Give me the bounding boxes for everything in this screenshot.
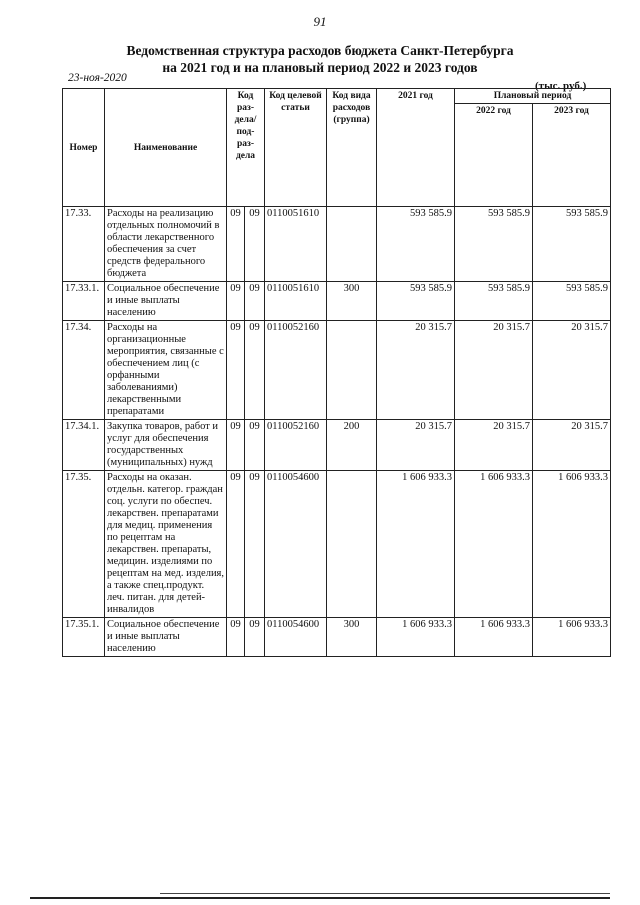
table-row (63, 420, 611, 471)
row-section: 09 (227, 420, 245, 471)
row-value-2022: 593 585.9 (455, 282, 533, 321)
document-date: 23-ноя-2020 (68, 72, 127, 84)
row-subsection: 09 (245, 420, 265, 471)
header-section: Код раз-дела/ под-раз-дела (227, 89, 265, 207)
row-target-code: 0110054600 (265, 471, 327, 618)
row-expense-type: 200 (327, 420, 377, 471)
table-row (63, 282, 611, 321)
scan-edge-line (30, 897, 610, 899)
row-value-2022: 20 315.7 (455, 420, 533, 471)
row-section: 09 (227, 618, 245, 657)
table-row (63, 471, 611, 618)
row-section: 09 (227, 321, 245, 420)
row-number: 17.33.1. (63, 282, 105, 321)
units-label: (тыс. руб.) (535, 80, 587, 92)
row-expense-type (327, 321, 377, 420)
row-number: 17.34.1. (63, 420, 105, 471)
table-row (63, 321, 611, 420)
header-name: Наименование (105, 89, 227, 207)
header-planned: Плановый период (455, 89, 611, 104)
row-target-code: 0110052160 (265, 420, 327, 471)
row-target-code: 0110051610 (265, 282, 327, 321)
row-expense-type (327, 471, 377, 618)
row-value-2022: 20 315.7 (455, 321, 533, 420)
row-value-2021: 1 606 933.3 (377, 618, 455, 657)
row-value-2023: 1 606 933.3 (533, 471, 611, 618)
header-number: Номер (63, 89, 105, 207)
document-title (0, 42, 640, 76)
row-number: 17.34. (63, 321, 105, 420)
row-expense-type (327, 207, 377, 282)
row-name: Расходы на оказан. отдельн. категор. граждан соц. услуги по обеспеч. лекарствен. препаратами для медиц. применения по рецептам на лекарствен. препараты, медицин. изделиями по рецептам на мед. изделия, а также спец.продукт. леч. питан. для детей-инвалидов (105, 471, 227, 618)
row-name: Закупка товаров, работ и услуг для обеспечения государственных (муниципальных) нужд (105, 420, 227, 471)
row-section: 09 (227, 471, 245, 618)
row-target-code: 0110051610 (265, 207, 327, 282)
row-value-2022: 1 606 933.3 (455, 471, 533, 618)
row-name: Расходы на организационные мероприятия, связанные с обеспечением лиц (с орфанными заболеваниями) лекарственными препаратами (105, 321, 227, 420)
row-value-2021: 20 315.7 (377, 420, 455, 471)
budget-table (62, 88, 611, 657)
header-target: Код целевой статьи (265, 89, 327, 207)
row-section: 09 (227, 282, 245, 321)
row-expense-type: 300 (327, 282, 377, 321)
row-expense-type: 300 (327, 618, 377, 657)
row-subsection: 09 (245, 207, 265, 282)
row-target-code: 0110054600 (265, 618, 327, 657)
row-value-2021: 1 606 933.3 (377, 471, 455, 618)
scan-edge-line (160, 893, 610, 894)
row-subsection: 09 (245, 471, 265, 618)
row-value-2023: 593 585.9 (533, 207, 611, 282)
row-value-2022: 593 585.9 (455, 207, 533, 282)
row-name: Социальное обеспечение и иные выплаты населению (105, 282, 227, 321)
row-value-2021: 20 315.7 (377, 321, 455, 420)
header-2022: 2022 год (455, 104, 533, 207)
row-name: Расходы на реализацию отдельных полномочий в области лекарственного обеспечения за счет средств федерального бюджета (105, 207, 227, 282)
row-name: Социальное обеспечение и иные выплаты населению (105, 618, 227, 657)
header-2023: 2023 год (533, 104, 611, 207)
row-target-code: 0110052160 (265, 321, 327, 420)
row-section: 09 (227, 207, 245, 282)
row-value-2023: 20 315.7 (533, 321, 611, 420)
row-value-2023: 1 606 933.3 (533, 618, 611, 657)
row-number: 17.35. (63, 471, 105, 618)
title-line-2: на 2021 год и на плановый период 2022 и 2023 годов (162, 60, 478, 75)
row-subsection: 09 (245, 282, 265, 321)
table-row (63, 207, 611, 282)
page-number: 91 (313, 14, 327, 29)
header-2021: 2021 год (377, 89, 455, 207)
row-value-2022: 1 606 933.3 (455, 618, 533, 657)
row-value-2023: 593 585.9 (533, 282, 611, 321)
header-expense-type: Код вида расходов (группа) (327, 89, 377, 207)
row-subsection: 09 (245, 618, 265, 657)
row-value-2021: 593 585.9 (377, 282, 455, 321)
row-subsection: 09 (245, 321, 265, 420)
title-line-1: Ведомственная структура расходов бюджета Санкт-Петербурга (126, 43, 514, 58)
row-value-2023: 20 315.7 (533, 420, 611, 471)
row-number: 17.33. (63, 207, 105, 282)
table-row (63, 618, 611, 657)
row-value-2021: 593 585.9 (377, 207, 455, 282)
row-number: 17.35.1. (63, 618, 105, 657)
